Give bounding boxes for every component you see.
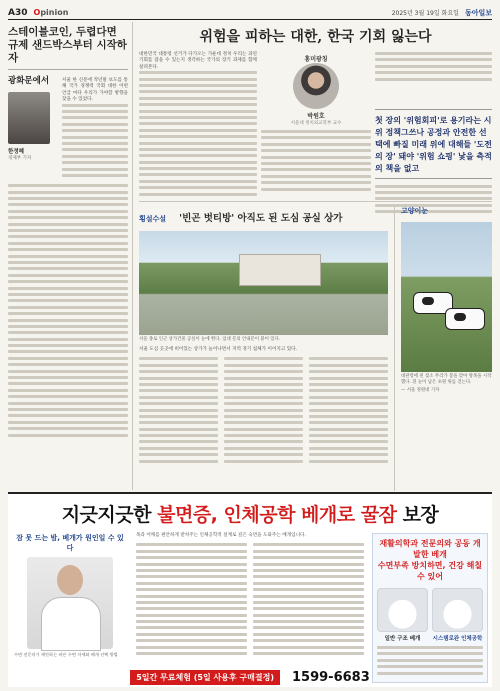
left-column-headline: 스테이블코인, 두렵다면 규제 샌드박스부터 시작하자 bbox=[8, 26, 127, 64]
section-label-rest: pinion bbox=[40, 8, 69, 17]
doctor-photo bbox=[27, 557, 113, 649]
main-opinion-area bbox=[133, 22, 492, 490]
feature-body-text: 서울 도심 곳곳에 비어있는 상가가 늘어나면서 지역 경기 침체가 이어지고 있다. bbox=[139, 347, 298, 352]
ad-box-title: 재활의학과 전문의와 공동 개발한 베개 수면부족 방치하면, 건강 해칠 수 있어 bbox=[377, 539, 483, 581]
ad-right-panel bbox=[368, 533, 492, 683]
cow-figure bbox=[445, 308, 485, 330]
writer-column-name: 홍미광칭 bbox=[304, 56, 328, 63]
photo-column bbox=[394, 206, 492, 491]
writer-affiliation: 서울대 정치외교학부 교수 bbox=[290, 121, 342, 126]
page-number: A30 bbox=[8, 7, 28, 18]
photo-caption: 대관령에 핀 젖소 무리가 봄을 맞아 방목을 시작했다. 흰 눈이 남은 초원 위를 걷는다. bbox=[401, 374, 492, 385]
left-column-body-cont bbox=[8, 184, 128, 436]
feature-story bbox=[139, 206, 394, 491]
pillow-label-ergonomic: 시스템로완 인체공학 bbox=[432, 636, 483, 642]
ad-left-panel bbox=[8, 533, 132, 683]
feature-headline: '빈곤 벗티방' 아직도 된 도심 공실 상가 bbox=[179, 213, 343, 224]
pillow-image-standard bbox=[377, 588, 428, 632]
photo-credit: — 서울 정원대 기자 bbox=[401, 388, 440, 393]
ad-headline: 지긋지긋한 불면증, 인체공학 베개로 꿀잠 보장 bbox=[61, 504, 439, 526]
writer-photo bbox=[293, 63, 339, 109]
main-writer-col bbox=[257, 52, 375, 201]
ad-left-title: 잠 못 드는 밤, 베개가 원인일 수 있다 bbox=[16, 534, 124, 552]
doctor-caption: 수면 전문의가 제안하는 바른 수면 자세와 베개 선택 방법 bbox=[14, 652, 118, 657]
column-tag: 광화문에서 bbox=[8, 76, 50, 86]
cow-photo bbox=[401, 222, 492, 372]
date-line: 2025년 3월 19일 화요일 bbox=[391, 10, 459, 17]
feature-photo bbox=[139, 231, 388, 335]
main-headline: 위험을 피하는 대한, 한국 기회 잃는다 bbox=[199, 29, 432, 45]
left-lead-text: 서울 한 신문에 작년말 보도를 통해 국가 경쟁력 국회 대한 어떤 언급 마다 우리가 가야할 방향을 찾을 수 있었다. bbox=[62, 78, 128, 103]
divider bbox=[8, 69, 128, 70]
section-label bbox=[34, 8, 69, 17]
photo-column-tag: 고양이눈 bbox=[401, 207, 429, 215]
pillow-image-ergonomic bbox=[432, 588, 483, 632]
feature-photo-caption: 서울 종로 인근 상가건물 공실이 눈에 띈다. 임대 문의 안내문이 붙어 있다. bbox=[139, 337, 281, 342]
pillow-label-standard: 일반 구조 베개 bbox=[384, 636, 421, 642]
left-opinion-column bbox=[8, 22, 133, 490]
pillow-advertisement bbox=[8, 492, 492, 687]
pull-quote: 첫 장의 '위험회피'로 용기라는 시위 정책그쓰나 공정과 안전한 선택에 빠질 미래 위에 대해들 '도전의 장' 돼야 '위험 쇼핑' 낯을 측적의 책을 없고 bbox=[375, 109, 492, 179]
main-text-col-1 bbox=[139, 52, 257, 201]
columnist-photo bbox=[8, 92, 50, 144]
newspaper-name: 동아일보 bbox=[464, 8, 492, 17]
section-label-accent: O bbox=[33, 8, 41, 17]
free-trial-badge: 5일간 무료체험 (5일 사용후 구매결정) bbox=[130, 670, 280, 685]
byline-role: 경제부 기자 bbox=[8, 156, 32, 161]
left-column-body bbox=[62, 78, 128, 180]
ad-footer bbox=[8, 669, 492, 685]
page-header bbox=[8, 6, 492, 20]
ad-body-paragraph: 목과 어깨를 편안하게 받쳐주는 인체공학적 설계로 깊은 숙면을 도와주는 베개입니다. bbox=[136, 533, 306, 538]
ad-body-text bbox=[132, 533, 368, 683]
main-text-col-3 bbox=[375, 52, 492, 201]
phone-number[interactable]: 1599-6683 bbox=[292, 669, 370, 685]
byline-name: 한정혜 bbox=[8, 149, 24, 155]
feature-kicker: 횡설수설 bbox=[139, 215, 167, 223]
main-body-text: 대한민국 대통령 선거가 다가오는 가운데 정치 우리는 과연 기회를 잡을 수 있는지 생각하는 국가의 장기 과제를 함께 살펴본다. bbox=[139, 52, 257, 70]
writer-name: 박원호 bbox=[307, 113, 325, 120]
